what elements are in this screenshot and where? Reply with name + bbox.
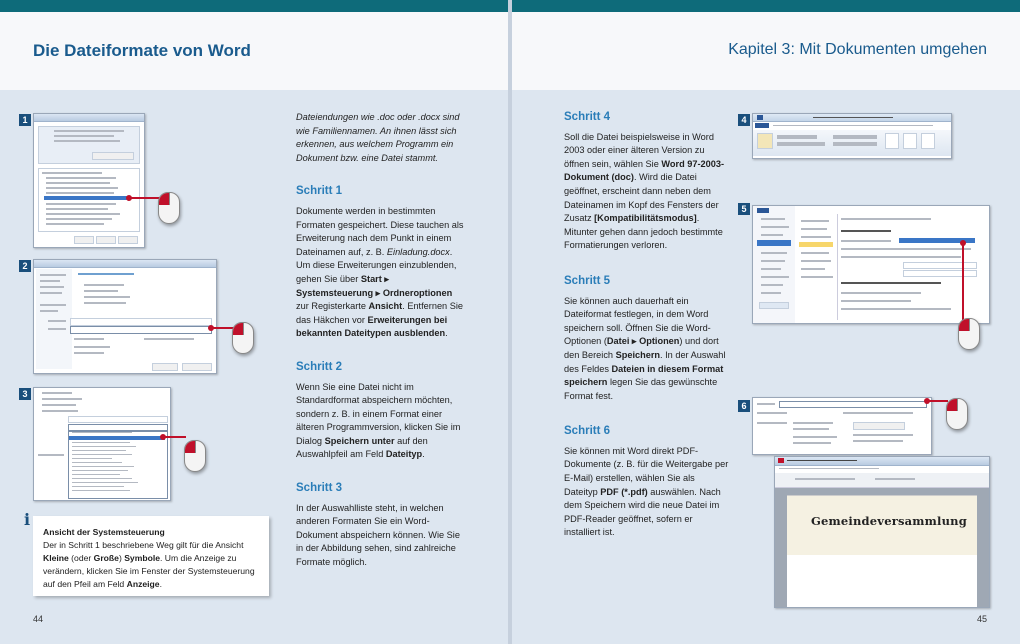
right-header [512, 12, 1020, 90]
text-run: Soll die Datei beispielsweise in Word 2003 oder einer älteren Version zu öffnen sein, wählen Sie [564, 131, 714, 169]
mouse-click-icon [232, 322, 254, 354]
text-run: . [422, 449, 425, 460]
step-2-text [296, 381, 466, 463]
step-5-text [564, 295, 730, 404]
screenshot-file-type-list [33, 387, 171, 501]
text-run: (oder [68, 553, 94, 563]
text-run: Ansicht [368, 301, 403, 312]
text-run: auswählen. Nach dem Speichern wird die neue Datei im PDF-Reader geöffnet, sofern er installiert ist. [564, 486, 721, 538]
text-run: Start ▸ Systemsteuerung ▸ Ordneroptionen [296, 273, 453, 298]
info-box [33, 516, 269, 596]
intro-text: Dateiendungen wie .doc oder .docx sind wie Familiennamen. An ihnen lässt sich erkennen, aus welchem Programm ein Dokument bzw. eine Datei stammt. [296, 112, 460, 163]
step-3-text [296, 502, 466, 570]
text-run: auf den Auswahlpfeil am Feld [296, 435, 428, 460]
figure-number: 4 [738, 114, 750, 126]
info-box-title: Ansicht der Systemsteuerung [43, 527, 165, 537]
step-1-title: Schritt 1 [296, 185, 343, 198]
text-run: Große [93, 553, 119, 563]
text-run: Der in Schritt 1 beschriebene Weg gilt für die Ansicht [43, 540, 244, 550]
text-run: . Entfernen Sie das Häkchen vor [296, 301, 463, 325]
text-run: Erweiterungen bei bekannten Dateitypen ausblenden [296, 314, 448, 339]
text-run: Speichern unter [324, 435, 395, 446]
text-run: Kleine [43, 553, 69, 563]
right-text-column [564, 111, 730, 540]
chapter-title: Kapitel 3: Mit Dokumenten umgehen [728, 41, 987, 58]
step-4-text [564, 131, 730, 253]
left-page [0, 0, 508, 644]
screenshot-pdf-save [752, 397, 932, 455]
callout-line [212, 327, 234, 329]
text-run: Dateityp [385, 449, 423, 460]
text-run: . In der Auswahl des Feldes [564, 349, 726, 374]
figure-number: 2 [19, 260, 31, 272]
figure-number: 6 [738, 400, 750, 412]
text-run: . Um die Anzeige zu verändern, klicken Sie im Fenster der Systemsteuerung auf den Pfeil am Feld [43, 553, 255, 589]
text-run: . Mitunter gehen dann jedoch bestimmte Formatierungen verloren. [564, 213, 723, 251]
pdf-banner-title: Gemeindeversammlung [811, 514, 967, 528]
screenshot-folder-options [33, 113, 145, 248]
step-2-title: Schritt 2 [296, 360, 343, 373]
screenshot-word-ribbon [752, 113, 952, 159]
step-3-title: Schritt 3 [296, 482, 343, 495]
text-run: ) [118, 553, 125, 563]
step-6-text [564, 445, 730, 540]
text-run: zur Registerkarte [296, 301, 369, 312]
text-run: Anzeige [126, 579, 160, 589]
text-run: ) und dort den Bereich [564, 336, 719, 360]
mouse-click-icon [958, 318, 980, 350]
text-run: . Um diese Erweiterungen einzublenden, gehen Sie über [296, 246, 457, 284]
text-run: In der Auswahlliste steht, in welchen anderen Formaten Sie ein Word-Dokument abspeichern können. Wie Sie in der Abbildung sehen, sind zahlreiche Formate möglich. [296, 502, 460, 568]
text-run: legen Sie das gewünschte Format fest. [564, 377, 718, 401]
text-run: Sie können mit Word direkt PDF-Dokumente (z. B. für die Weitergabe per E-Mail) erstellen, wählen Sie als Dateityp [564, 445, 729, 497]
top-accent-bar [0, 0, 508, 12]
text-run: Symbole [124, 553, 161, 563]
screenshot-save-as-dialog [33, 259, 217, 374]
screenshot-adobe-reader [774, 456, 990, 608]
text-run: Speichern [615, 349, 661, 360]
text-run: Word 97-2003-Dokument (doc) [564, 158, 725, 183]
text-run: [Kompatibilitätsmodus] [594, 213, 697, 224]
top-accent-bar [512, 0, 1020, 12]
screenshot-word-options [752, 205, 990, 324]
text-run: PDF (*.pdf) [600, 486, 648, 497]
callout-line [962, 244, 964, 322]
page-number: 45 [976, 614, 987, 624]
mouse-click-icon [158, 192, 180, 224]
info-box-text [43, 539, 257, 591]
figure-number: 1 [19, 114, 31, 126]
text-run: Einladung.docx [386, 246, 450, 257]
mouse-click-icon [946, 398, 968, 430]
right-page [512, 0, 1020, 644]
step-5-title: Schritt 5 [564, 274, 611, 287]
page-number: 44 [33, 614, 44, 624]
text-run: . [159, 579, 162, 589]
mouse-click-icon [184, 440, 206, 472]
text-run: Dokumente werden in bestimmten Formaten gespeichert. Diese tauchen als Erweiterung nach dem Punkt in einem Dateinamen auf, z. B. [296, 205, 464, 257]
callout-line [164, 436, 186, 438]
step-1-text [296, 205, 466, 341]
figure-number: 5 [738, 203, 750, 215]
text-run: Sie können auch dauerhaft ein Dateiformat festlegen, in dem Word speichern soll. Öffnen Sie die Word-Optionen ( [564, 295, 711, 347]
text-run: Dateien in diesem Format speichern [564, 363, 724, 388]
text-run: Datei ▸ Optionen [606, 336, 680, 347]
figure-number: 3 [19, 388, 31, 400]
text-run: . Wird die Datei geöffnet, erscheint dann neben dem Dateinamen im Kopf des Fensters der Zusatz [564, 172, 719, 224]
callout-line [130, 197, 160, 199]
pdf-page-banner [787, 495, 977, 556]
left-text-column [296, 111, 466, 570]
step-6-title: Schritt 6 [564, 425, 611, 438]
info-icon: i [24, 510, 31, 529]
step-4-title: Schritt 4 [564, 111, 611, 123]
page-title: Die Dateiformate von Word [33, 41, 251, 60]
text-run: . [445, 328, 448, 339]
left-header [0, 12, 508, 90]
text-run: Wenn Sie eine Datei nicht im Standardformat abspeichern möchten, sondern z. B. in einem Format einer älteren Programmversion, klicken Sie im Dialog [296, 381, 461, 446]
callout-line [928, 400, 948, 402]
